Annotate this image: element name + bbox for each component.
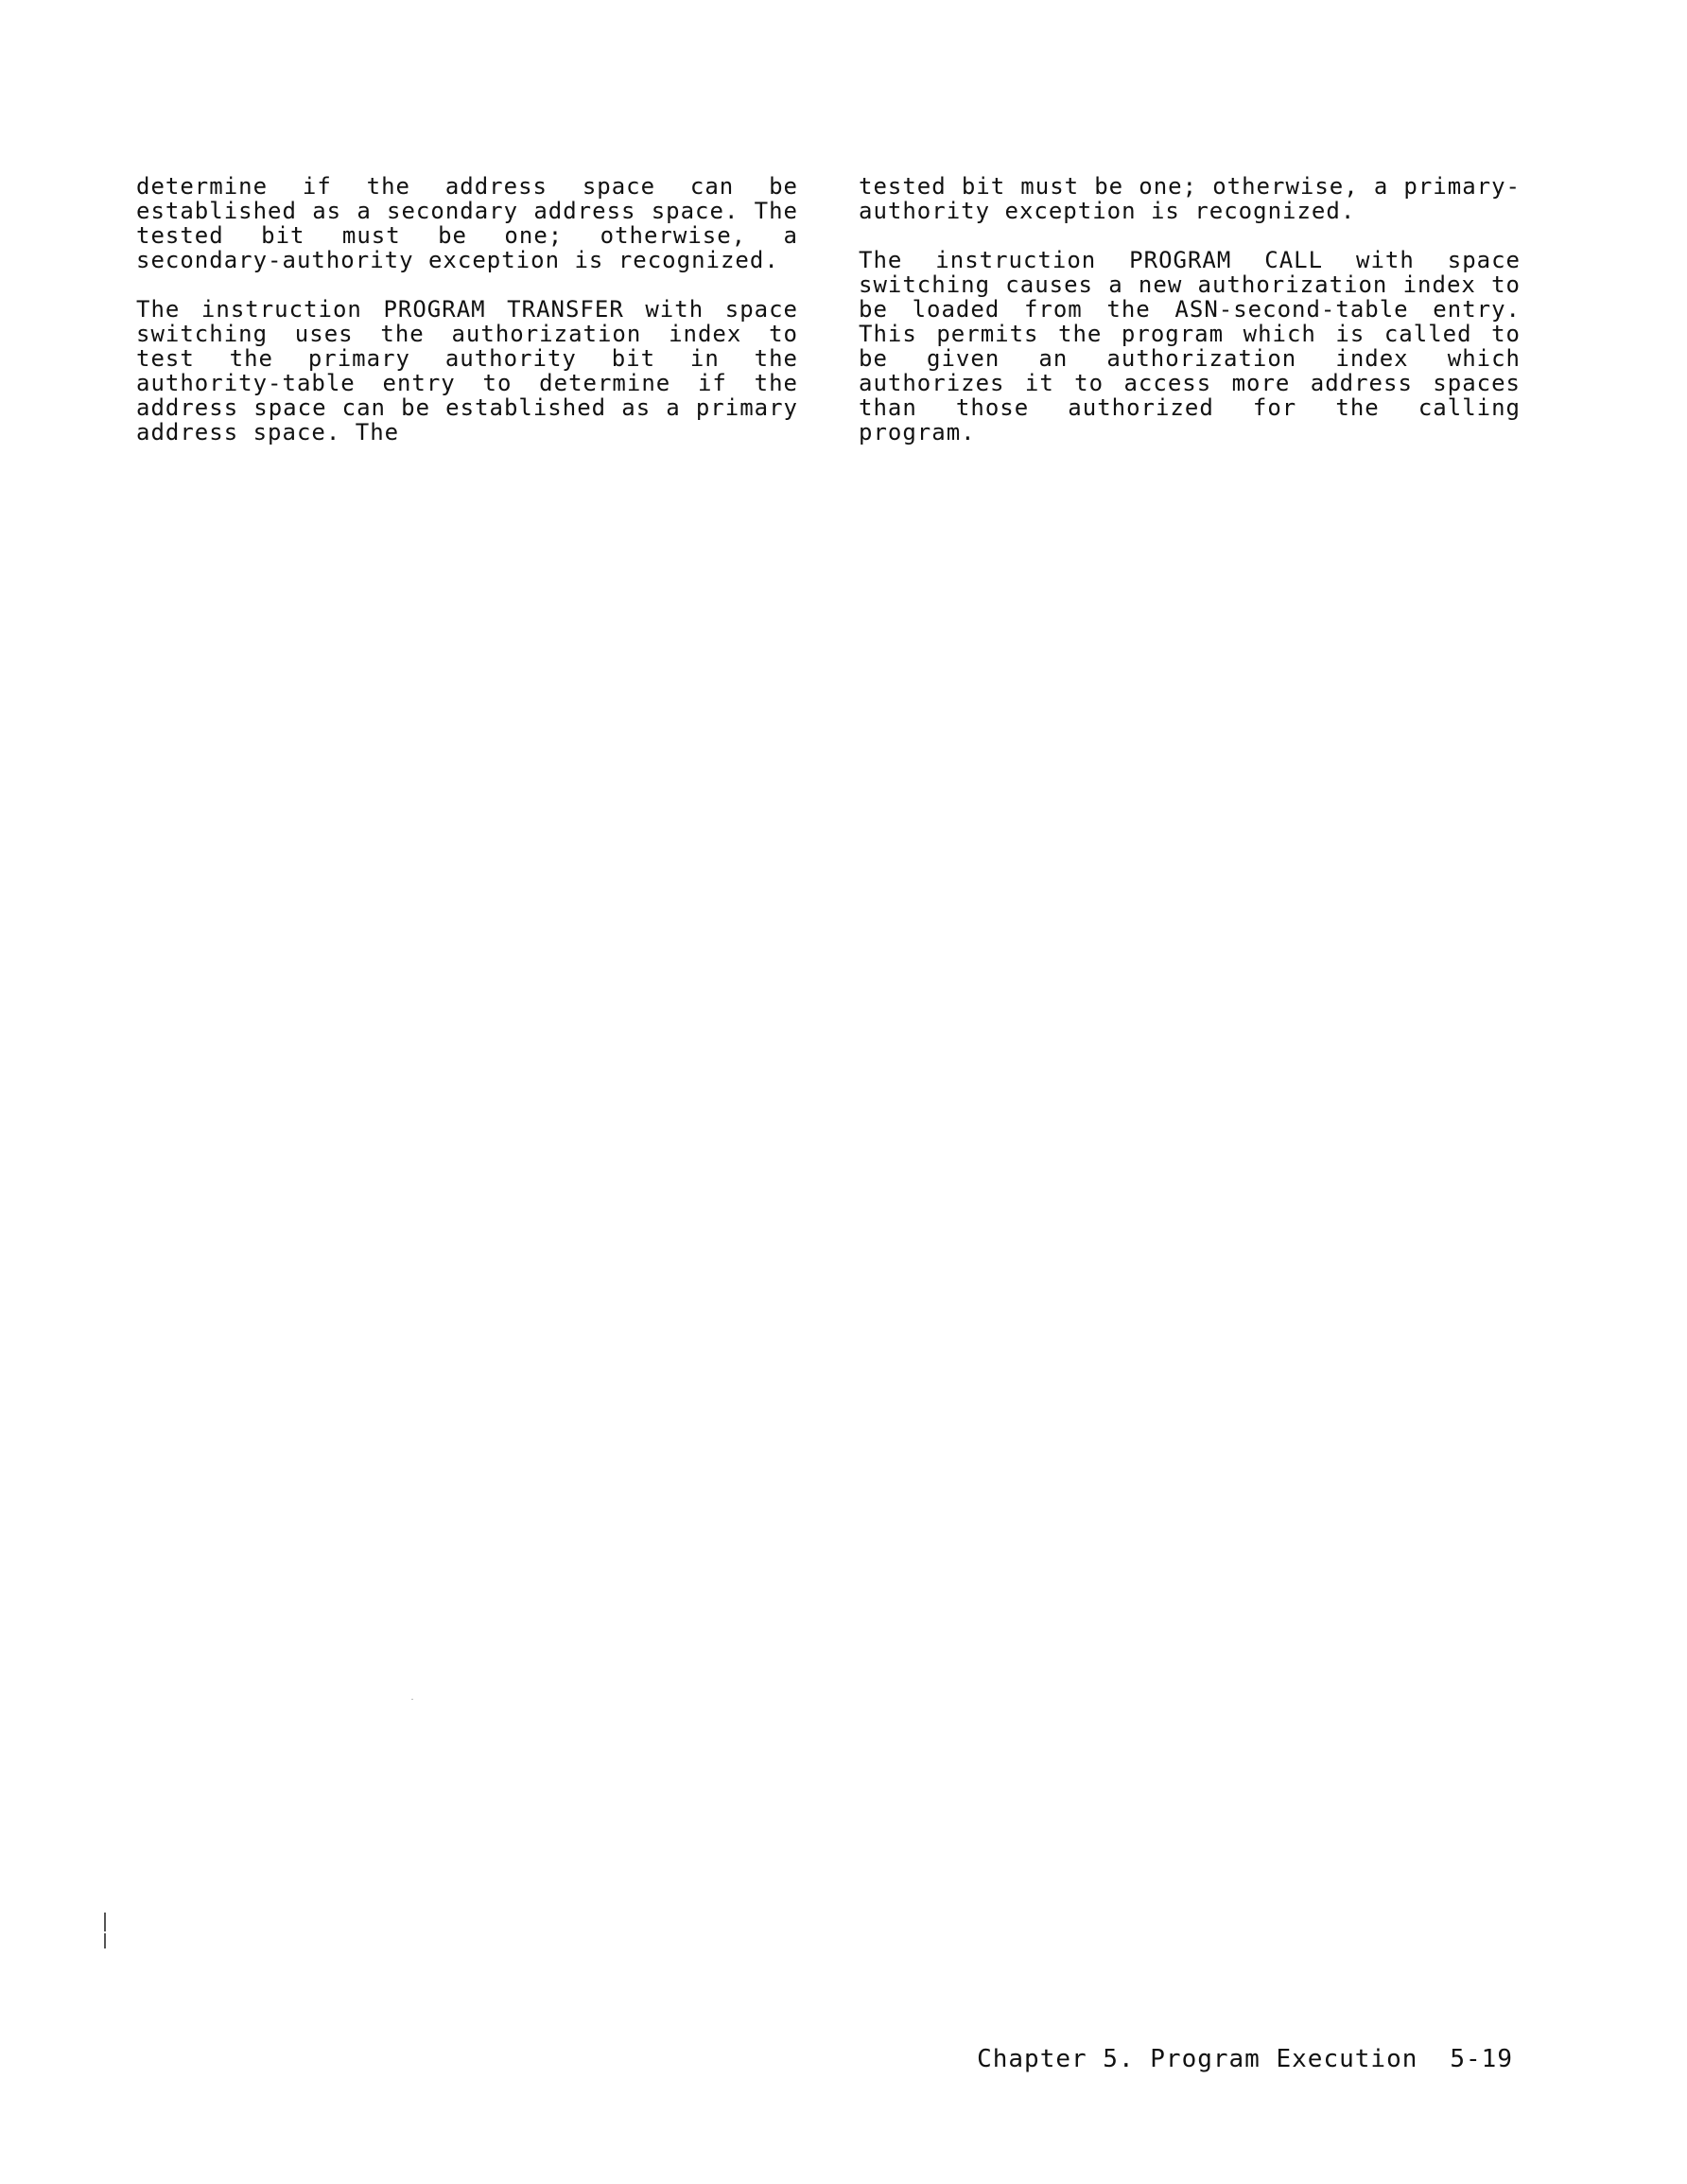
body-paragraph: determine if the address space can be established as a secondary address space. The tested bit must be one; otherwise, a secondary-authority exception is recognized.: [136, 173, 798, 273]
right-text-column: [859, 174, 1521, 469]
page-number: 5-19: [1450, 2045, 1513, 2073]
revision-bar: [104, 1913, 106, 1931]
footer-chapter-title: Chapter 5. Program Execution: [977, 2045, 1418, 2073]
body-paragraph: The instruction PROGRAM TRANSFER with space switching uses the authorization index to test the primary authority bit in the authority-table entry to determine if the address space can be established as a primary address space. The: [136, 296, 798, 446]
revision-bar: [104, 1933, 106, 1948]
scan-speck: [411, 1699, 413, 1700]
body-paragraph: The instruction PROGRAM CALL with space switching causes a new authorization index to be loaded from the ASN-second-table entry. This permits the program which is called to be given an authorization index which authorizes it to access more address spaces than those authorized for the calling program.: [859, 247, 1521, 446]
page-footer: [977, 2045, 1513, 2073]
left-text-column: [136, 174, 798, 469]
body-paragraph: tested bit must be one; otherwise, a primary-authority exception is recognized.: [859, 173, 1521, 224]
